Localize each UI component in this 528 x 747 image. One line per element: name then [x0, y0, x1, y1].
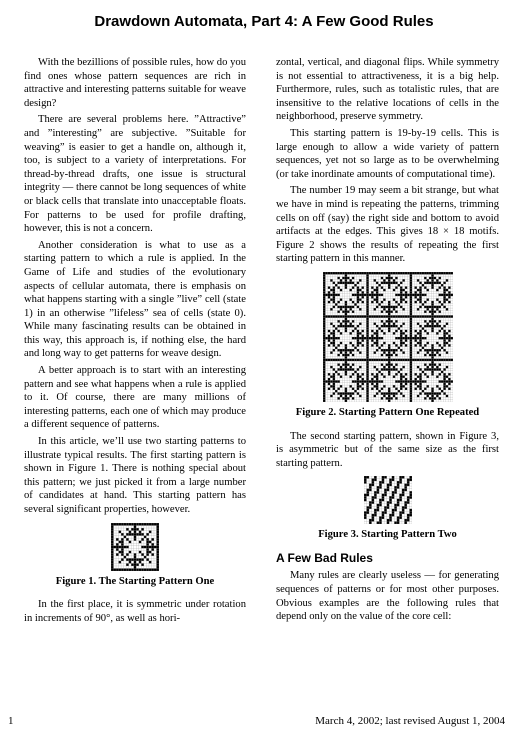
- section-heading: A Few Bad Rules: [276, 550, 373, 565]
- left-column: [24, 56, 246, 628]
- paragraph: The number 19 may seem a bit strange, but what we have in mind is repeating the patterns, trimming cells on off (say) the right side and bottom to avoid artifacts at the edges. This gives 18 × 18 motifs. Figure 2 shows the results of repeating the first starting pattern in this manner.: [276, 185, 499, 265]
- figure-2: [276, 272, 499, 402]
- paragraph: In this article, we’ll use two starting patterns to illustrate typical results. The first starting pattern is shown in Figure 1. There is nothing special about this pattern; we just picked it from a large number of candidates at hand. This starting pattern has several significant properties, however.: [24, 436, 246, 515]
- paragraph: A better approach is to start with an interesting pattern and see what happens when a rule is applied to it. Of course, there are many millions of interesting patterns, each one of which may produce a different sequence of patterns.: [24, 365, 246, 431]
- figure-1: [24, 523, 246, 571]
- paragraph: The second starting pattern, shown in Figure 3, is asymmetric but of the same size as the first starting pattern.: [276, 430, 499, 469]
- figure-3: [276, 476, 499, 524]
- starting-pattern-two-image: [364, 476, 412, 524]
- paragraph: In the first place, it is symmetric under rotation in increments of 90°, as well as hori-: [24, 599, 246, 624]
- paragraph: This starting pattern is 19-by-19 cells. This is large enough to allow a wide variety of pattern sequences, yet not so large as to be overwhelming (or take inordinate amounts of computational time).: [276, 127, 499, 180]
- paragraph: Many rules are clearly useless — for generating sequences of patterns or for most other purposes. Obvious examples are the following rules that depend only on the value of the core cell:: [276, 570, 499, 623]
- paragraph: Another consideration is what to use as a starting pattern to which a rule is applied. In the Game of Life and studies of the evolutionary aspects of cellular automata, there is emphasis on what happens starting with a single ”live” cell (state 1) in an otherwise ”lifeless” sea of cells (state 0). While many fascinating results can be obtained in this way, this approach is, if nothing else, the hard and long way to get patterns for weave design.: [24, 239, 246, 360]
- starting-pattern-one-image: [111, 523, 159, 571]
- figure-3-caption: Figure 3. Starting Pattern Two: [318, 529, 457, 541]
- figure-1-caption: Figure 1. The Starting Pattern One: [55, 575, 215, 587]
- figure-2-caption: Figure 2. Starting Pattern One Repeated: [295, 406, 480, 418]
- starting-pattern-one-repeated-image: [323, 272, 453, 402]
- paragraph: zontal, vertical, and diagonal flips. While symmetry is not essential to attractiveness, it is a big help. Furthermore, rules, such as totalistic rules, that are insensitive to the relative locations of cells in the neighborhood, preserve symmetry.: [276, 57, 499, 123]
- right-column: [276, 56, 499, 627]
- paragraph: There are several problems here. ”Attractive” and ”interesting” are subjective. ”Suitable for weaving” is easier to get a handle on, although it, too, is subject to a variety of interpretations. For thread-by-thread drafts, one issue is structural integrity — there cannot be long sequences of white or black cells that translate into unacceptable floats. For patterns to be used for profile drafting, however, this is not a concern.: [24, 114, 246, 235]
- page-title: Drawdown Automata, Part 4: A Few Good Rules: [94, 13, 434, 30]
- paragraph: With the bezillions of possible rules, how do you find ones whose pattern sequences are rich in attractive and interesting patterns suitable for weave design?: [24, 57, 246, 109]
- footer-date: March 4, 2002; last revised August 1, 2004: [315, 715, 505, 727]
- page-number: 1: [8, 715, 14, 727]
